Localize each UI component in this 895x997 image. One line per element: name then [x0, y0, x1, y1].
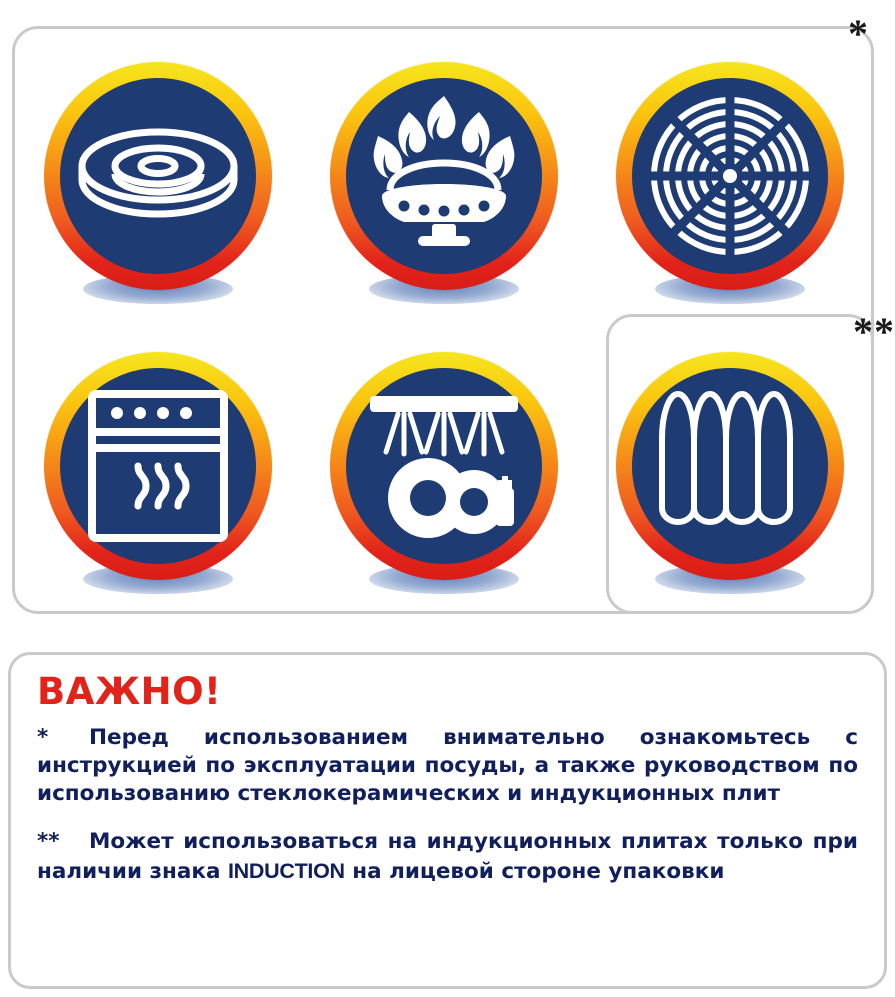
- note-text-1: Перед использованием внимательно ознакомьтесь с инструкцией по эксплуатации посуды, а также руководством по использованию стеклокерамических и индукционных плит: [37, 725, 858, 807]
- icon-electric-hotplate: [44, 62, 272, 290]
- note-keyword-induction: INDUCTION: [228, 858, 345, 883]
- icon-oven: [44, 352, 272, 580]
- important-note-box: [8, 652, 887, 989]
- icon-gas-burner: [330, 62, 558, 290]
- note-paragraph-2: [37, 828, 858, 885]
- note-text-2-before: Может использоваться на индукционных плитах только при наличии знака: [37, 829, 858, 884]
- icon-glass-ceramic-hob: [616, 62, 844, 290]
- electric-hotplate-icon: [60, 78, 256, 274]
- induction-coil-icon: [632, 368, 828, 564]
- oven-icon: [60, 368, 256, 564]
- note-paragraph-1: [37, 724, 858, 808]
- gas-burner-icon: [346, 78, 542, 274]
- note-text-2-after: на лицевой стороне упаковки: [344, 858, 725, 884]
- icon-induction-hob: [616, 352, 844, 580]
- note-marker-2: **: [37, 829, 60, 855]
- glass-ceramic-hob-icon: [632, 78, 828, 274]
- icon-dishwasher-safe: [330, 352, 558, 580]
- icons-area: [8, 11, 895, 622]
- note-marker-1: *: [37, 725, 49, 750]
- single-star-marker: *: [848, 11, 869, 56]
- note-title: ВАЖНО!: [37, 670, 222, 713]
- dishwasher-icon: [346, 368, 542, 564]
- double-star-marker: **: [853, 309, 895, 354]
